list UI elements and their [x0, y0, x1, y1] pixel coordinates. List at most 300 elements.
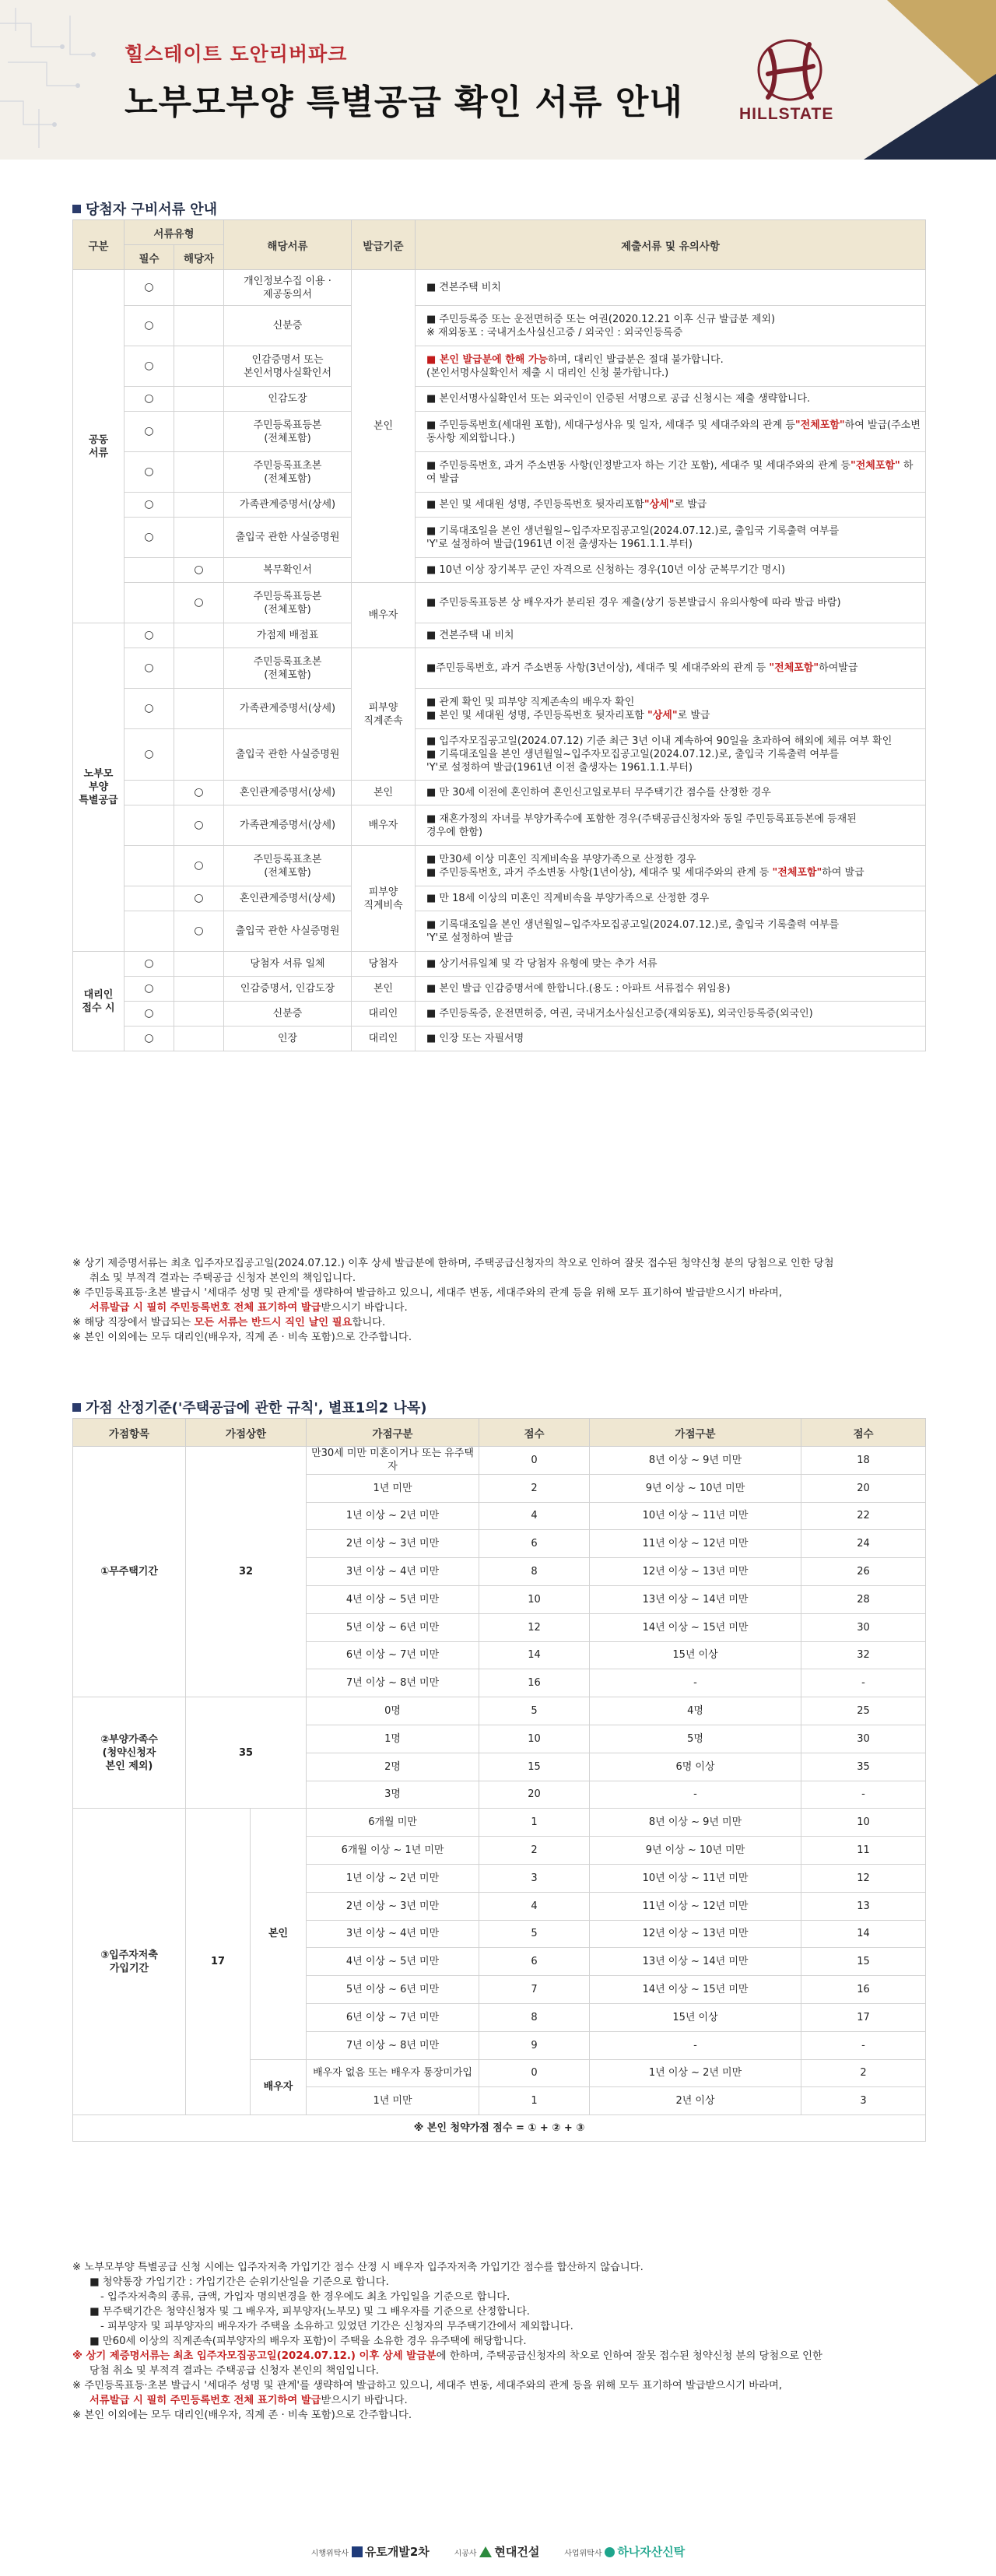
score-section: 2명 [307, 1753, 479, 1781]
required-mark: ○ [124, 412, 174, 452]
score-item: ③입주자저축 가입기간 [73, 1809, 186, 2115]
circuit-pattern [0, 0, 109, 160]
docs-table [72, 219, 926, 1051]
doc-note [416, 886, 926, 911]
required-mark: ○ [124, 952, 174, 977]
score-section: 6년 이상 ~ 7년 미만 [307, 1641, 479, 1669]
doc-note [416, 911, 926, 952]
score-points: 25 [801, 1697, 926, 1725]
score-section: 1년 이상 ~ 2년 미만 [307, 1502, 479, 1530]
doc-name: 출입국 관한 사실증명원 [224, 518, 352, 558]
th-doc: 해당서류 [224, 220, 352, 270]
issuer-label: 피부양 직계존속 [352, 648, 416, 781]
score-total-row [73, 2115, 926, 2142]
applicable-mark [174, 518, 224, 558]
th-section: 가점구분 [307, 1419, 479, 1447]
required-mark: ○ [124, 518, 174, 558]
group-label: 공동 서류 [73, 270, 124, 623]
th-points: 점수 [479, 1419, 590, 1447]
score-section: - [590, 2031, 801, 2059]
doc-note [416, 623, 926, 648]
note-text: ■ 관계 확인 및 피부양 직계존속의 배우자 확인 ■ 본인 및 세대원 성명, 주민등록번호 뒷자리포함 [426, 696, 644, 721]
score-points: 12 [801, 1864, 926, 1892]
th-required: 필수 [124, 245, 174, 270]
score-section: 13년 이상 ~ 14년 미만 [590, 1948, 801, 1976]
score-points: 7 [479, 1976, 590, 2004]
score-section: 6년 이상 ~ 7년 미만 [307, 2003, 479, 2031]
issuer-label: 본인 [352, 977, 416, 1002]
score-section: 0명 [307, 1697, 479, 1725]
score-points: 14 [801, 1920, 926, 1948]
score-points: 16 [479, 1669, 590, 1697]
doc-row [73, 805, 926, 846]
doc-note [416, 493, 926, 518]
note-text: ■ 주민등록증 또는 운전면허증 또는 여권(2020.12.21 이후 신규 발급분 제외) ※ 재외동포 : 국내거소사실신고증 / 외국인 : 외국인등록증 [426, 313, 776, 339]
scores-section-title [72, 1397, 426, 1417]
required-mark [124, 558, 174, 583]
applicable-mark: ○ [174, 886, 224, 911]
note-text: ■ 견본주택 내 비치 [426, 630, 514, 641]
score-max: 17 [186, 1809, 251, 2115]
doc-row [73, 689, 926, 729]
issuer-label: 본인 [352, 781, 416, 805]
applicable-mark [174, 648, 224, 689]
score-points: 1 [479, 1809, 590, 1837]
score-section: 1년 미만 [307, 1474, 479, 1502]
doc-row [73, 729, 926, 781]
doc-name: 신분증 [224, 1002, 352, 1027]
docs-section-title [72, 198, 217, 219]
score-points: 4 [479, 1892, 590, 1920]
score-points: 6 [479, 1948, 590, 1976]
note-emphasis: 모든 서류는 반드시 직인 날인 필요 [194, 1317, 352, 1328]
note-text: 하며, 대리인 발급분은 절대 불가합니다. (본인서명사실확인서 제출 시 대리인 신청 불가합니다.) [426, 353, 724, 379]
doc-note [416, 689, 926, 729]
score-section: 1년 이상 ~ 2년 미만 [307, 1864, 479, 1892]
hana-logo-icon [605, 2547, 615, 2557]
doc-row [73, 493, 926, 518]
th-notes: 제출서류 및 유의사항 [416, 220, 926, 270]
score-section: 10년 이상 ~ 11년 미만 [590, 1864, 801, 1892]
required-mark [124, 781, 174, 805]
applicable-mark [174, 1002, 224, 1027]
required-mark [124, 846, 174, 886]
required-mark: ○ [124, 623, 174, 648]
score-section: 4년 이상 ~ 5년 미만 [307, 1585, 479, 1613]
doc-row [73, 952, 926, 977]
score-section: 13년 이상 ~ 14년 미만 [590, 1585, 801, 1613]
score-section: 12년 이상 ~ 13년 미만 [590, 1558, 801, 1586]
doc-name: 가족관계증명서(상세) [224, 805, 352, 846]
score-section: 15년 이상 [590, 1641, 801, 1669]
score-section: - [590, 1669, 801, 1697]
doc-note [416, 270, 926, 306]
issuer-label: 대리인 [352, 1002, 416, 1027]
note-emphasis: "전체포함" [769, 662, 819, 674]
doc-row [73, 387, 926, 412]
applicable-mark [174, 977, 224, 1002]
score-points: 32 [801, 1641, 926, 1669]
header-banner [0, 0, 996, 160]
th-max: 가점상한 [186, 1419, 307, 1447]
required-mark: ○ [124, 648, 174, 689]
doc-row [73, 846, 926, 886]
applicable-mark [174, 412, 224, 452]
doc-row [73, 1027, 926, 1051]
note-text: ■ 기록대조일을 본인 생년월일~입주자모집공고일(2024.07.12.)로, 출입국 기록출력 여부를 'Y'로 설정하여 발급(1961년 이전 출생자는 1961.1.1.부터) [426, 525, 840, 550]
th-issuer: 발급기준 [352, 220, 416, 270]
applicable-mark: ○ [174, 558, 224, 583]
note-text: ■ 만30세 이상 미혼인 직계비속을 부양가족으로 산정한 경우 ■ 주민등록번호, 과거 주소변동 사항(1년이상), 세대주 및 세대주와의 관계 등 [426, 853, 770, 879]
footer-label: 사업위탁사 [564, 2550, 602, 2558]
score-section: 15년 이상 [590, 2003, 801, 2031]
footer-name: 유토개발2차 [364, 2545, 430, 2559]
th-doctype: 서류유형 [124, 220, 224, 245]
note-text: ■주민등록번호, 과거 주소변동 사항(3년이상), 세대주 및 세대주와의 관계 등 [426, 662, 770, 674]
note-text: 하여 발급 [426, 459, 914, 485]
score-section: 3년 이상 ~ 4년 미만 [307, 1920, 479, 1948]
applicable-mark: ○ [174, 911, 224, 952]
doc-name: 주민등록표등본 (전체포함) [224, 583, 352, 623]
doc-note [416, 781, 926, 805]
note-text: 하여 발급 [822, 866, 864, 879]
score-item: ①무주택기간 [73, 1447, 186, 1697]
uto-logo-icon [352, 2546, 363, 2557]
note-text: ■ 10년 이상 장기복무 군인 자격으로 신청하는 경우(10년 이상 군복무기간 명시) [426, 564, 786, 576]
score-points: 10 [479, 1725, 590, 1753]
doc-row [73, 781, 926, 805]
score-points: 0 [479, 2059, 590, 2087]
score-points: 13 [801, 1892, 926, 1920]
doc-row [73, 583, 926, 623]
note-line: ※ 해당 직장에서 발급되는 [72, 1317, 195, 1328]
score-section: 7년 이상 ~ 8년 미만 [307, 1669, 479, 1697]
required-mark: ○ [124, 306, 174, 346]
score-section: 9년 이상 ~ 10년 미만 [590, 1837, 801, 1865]
th-category: 구분 [73, 220, 124, 270]
doc-name: 인감도장 [224, 387, 352, 412]
doc-name: 인감증명서, 인감도장 [224, 977, 352, 1002]
required-mark: ○ [124, 452, 174, 493]
doc-name: 가족관계증명서(상세) [224, 689, 352, 729]
doc-name: 혼인관계증명서(상세) [224, 781, 352, 805]
score-section: 1년 미만 [307, 2087, 479, 2115]
note-text: ■ 본인서명사실확인서 또는 외국인이 인증된 서명으로 공급 신청시는 제출 생략합니다. [426, 393, 811, 405]
score-max: 32 [186, 1447, 307, 1697]
score-sub: 본인 [251, 1809, 307, 2059]
note-line: ※ 노부모부양 특별공급 신청 시에는 입주자저축 가입기간 점수 산정 시 배우자 입주자저축 가입기간 점수를 합산하지 않습니다. [72, 2262, 644, 2273]
note-text: ■ 주민등록번호, 과거 주소변동 사항(인정받고자 하는 기간 포함), 세대주 및 세대주와의 관계 등 [426, 459, 850, 472]
note-line: - 입주자저축의 종류, 금액, 가입자 명의변경을 한 경우에도 최초 가입일을 기준으로 합니다. [100, 2291, 510, 2303]
doc-note [416, 518, 926, 558]
score-row [73, 1697, 926, 1725]
score-points: 3 [479, 1864, 590, 1892]
note-text: ■ 만 18세 이상의 미혼인 직계비속을 부양가족으로 산정한 경우 [426, 893, 710, 904]
note-emphasis: ■ 본인 발급분에 한해 가능 [426, 353, 548, 366]
score-points: 2 [479, 1837, 590, 1865]
th-points-2: 점수 [801, 1419, 926, 1447]
note-text: ■ 입주자모집공고일(2024.07.12) 기준 최근 3년 이내 계속하여 90일을 초과하여 해외에 체류 여부 확인 ■ 기록대조일을 본인 생년월일~입주자모집공고일(2024.07.12.)로, 출입국 기록출력 여부를 'Y'로 설정하여 발급(1961년 이전 출생자는 1961.1.1.부터) [426, 735, 893, 774]
doc-row [73, 346, 926, 387]
score-section: 5명 [590, 1725, 801, 1753]
note-line: ■ 청약통장 가입기간 : 가입기간은 순위기산일을 기준으로 합니다. [89, 2276, 389, 2288]
score-points: - [801, 1781, 926, 1809]
score-sub: 배우자 [251, 2059, 307, 2115]
doc-note [416, 387, 926, 412]
note-line: 에 한하며, 주택공급신청자의 착오로 인하여 잘못 접수된 청약신청 분의 당첨으로 인한 [436, 2350, 822, 2362]
note-emphasis: "전체포함" [794, 419, 845, 431]
required-mark [124, 886, 174, 911]
score-points: 3 [801, 2087, 926, 2115]
logo-text: HILLSTATE [739, 105, 834, 123]
applicable-mark [174, 689, 224, 729]
score-points: 8 [479, 1558, 590, 1586]
doc-note [416, 1002, 926, 1027]
score-section: 배우자 없음 또는 배우자 통장미가입 [307, 2059, 479, 2087]
note-emphasis: "전체포함" [850, 459, 900, 472]
score-section: 8년 이상 ~ 9년 미만 [590, 1447, 801, 1475]
score-points: 5 [479, 1697, 590, 1725]
doc-row [73, 623, 926, 648]
score-points: 30 [801, 1725, 926, 1753]
score-points: 11 [801, 1837, 926, 1865]
score-points: 12 [479, 1613, 590, 1641]
doc-note [416, 805, 926, 846]
applicable-mark [174, 623, 224, 648]
doc-note [416, 346, 926, 387]
doc-name: 가점제 배점표 [224, 623, 352, 648]
note-emphasis: "상세" [644, 499, 675, 511]
scores-section-title-text: 가점 산정기준('주택공급에 관한 규칙', 별표1의2 나목) [86, 1400, 427, 1416]
doc-note [416, 648, 926, 689]
note-text: ■ 기록대조일을 본인 생년월일~입주자모집공고일(2024.07.12.)로, 출입국 기록출력 여부를 'Y'로 설정하여 발급 [426, 918, 840, 944]
page-subtitle: 힐스테이트 도안리버파크 [124, 43, 348, 65]
score-section: 14년 이상 ~ 15년 미만 [590, 1613, 801, 1641]
score-row [73, 1447, 926, 1475]
applicable-mark [174, 270, 224, 306]
doc-row [73, 886, 926, 911]
note-line: ■ 무주택기간은 청약신청자 및 그 배우자, 피부양자(노부모) 및 그 배우자를 기준으로 산정합니다. [89, 2306, 530, 2318]
footer-label: 시공사 [454, 2550, 477, 2558]
applicable-mark [174, 387, 224, 412]
applicable-mark [174, 493, 224, 518]
score-points: 20 [801, 1474, 926, 1502]
note-line: ■ 만60세 이상의 직계존속(피부양자의 배우자 포함)이 주택을 소유한 경우 유주택에 해당합니다. [89, 2336, 527, 2347]
applicable-mark: ○ [174, 805, 224, 846]
doc-note [416, 412, 926, 452]
score-section: 11년 이상 ~ 12년 미만 [590, 1892, 801, 1920]
doc-name: 주민등록표초본 (전체포함) [224, 846, 352, 886]
note-emphasis: ※ 상기 제증명서류는 최초 입주자모집공고일(2024.07.12.) 이후 상세 발급분 [72, 2350, 437, 2362]
doc-note [416, 977, 926, 1002]
required-mark: ○ [124, 346, 174, 387]
scores-notes [72, 2260, 936, 2423]
applicable-mark [174, 452, 224, 493]
score-section: 6개월 이상 ~ 1년 미만 [307, 1837, 479, 1865]
score-points: 6 [479, 1530, 590, 1558]
th-section-2: 가점구분 [590, 1419, 801, 1447]
score-points: - [801, 1669, 926, 1697]
score-points: 10 [801, 1809, 926, 1837]
score-section: 2년 이상 ~ 3년 미만 [307, 1530, 479, 1558]
score-points: 9 [479, 2031, 590, 2059]
score-section: 2년 이상 [590, 2087, 801, 2115]
required-mark: ○ [124, 1002, 174, 1027]
note-emphasis: "상세" [647, 709, 678, 721]
note-text: 로 발급 [677, 709, 710, 721]
score-points: 17 [801, 2003, 926, 2031]
doc-note [416, 452, 926, 493]
note-text: ■ 견본주택 비치 [426, 282, 501, 293]
score-points: 28 [801, 1585, 926, 1613]
required-mark: ○ [124, 729, 174, 781]
note-text: ■ 주민등록증, 운전면허증, 여권, 국내거소사실신고증(재외동포), 외국인등록증(외국인) [426, 1008, 813, 1020]
score-section: 1명 [307, 1725, 479, 1753]
applicable-mark [174, 729, 224, 781]
note-line: 취소 및 부적격 결과는 주택공급 신청자 본인의 책임입니다. [89, 1272, 356, 1284]
score-points: 15 [801, 1948, 926, 1976]
doc-name: 복무확인서 [224, 558, 352, 583]
score-total: ※ 본인 청약가점 점수 = ① + ② + ③ [73, 2115, 926, 2142]
doc-note [416, 729, 926, 781]
corner-navy-triangle [864, 74, 996, 160]
score-points: 2 [479, 1474, 590, 1502]
doc-name: 혼인관계증명서(상세) [224, 886, 352, 911]
score-points: 10 [479, 1585, 590, 1613]
footer-company-3 [564, 2547, 685, 2558]
note-text: ■ 만 30세 이전에 혼인하여 혼인신고일로부터 무주택기간 점수를 산정한 경우 [426, 787, 771, 798]
note-text: ■ 본인 발급 인감증명서에 한합니다.(용도 : 아파트 서류접수 위임용) [426, 983, 731, 995]
note-line: 당첨 취소 및 부적격 결과는 주택공급 신청자 본인의 책임입니다. [89, 2365, 380, 2377]
footer [0, 2543, 996, 2560]
required-mark: ○ [124, 387, 174, 412]
score-section: 만30세 미만 미혼이거나 또는 유주택자 [307, 1447, 479, 1475]
doc-row [73, 977, 926, 1002]
score-row [73, 1809, 926, 1837]
score-section: 3명 [307, 1781, 479, 1809]
applicable-mark [174, 346, 224, 387]
score-section: 1년 이상 ~ 2년 미만 [590, 2059, 801, 2087]
note-text: 로 발급 [674, 499, 707, 511]
doc-name: 주민등록표초본 (전체포함) [224, 648, 352, 689]
doc-name: 신분증 [224, 306, 352, 346]
required-mark: ○ [124, 689, 174, 729]
doc-note [416, 952, 926, 977]
applicable-mark: ○ [174, 846, 224, 886]
required-mark: ○ [124, 977, 174, 1002]
issuer-label: 배우자 [352, 583, 416, 648]
note-text: ■ 재혼가정의 자녀를 부양가족수에 포함한 경우(주택공급신청자와 동일 주민등록표등본에 등재된 경우에 한함) [426, 812, 857, 838]
doc-name: 가족관계증명서(상세) [224, 493, 352, 518]
applicable-mark [174, 1027, 224, 1051]
issuer-label: 배우자 [352, 805, 416, 846]
score-section: 14년 이상 ~ 15년 미만 [590, 1976, 801, 2004]
docs-notes [72, 1256, 936, 1345]
doc-name: 출입국 관한 사실증명원 [224, 911, 352, 952]
score-points: 30 [801, 1613, 926, 1641]
score-points: 18 [801, 1447, 926, 1475]
doc-name: 당첨자 서류 일체 [224, 952, 352, 977]
th-item: 가점항목 [73, 1419, 186, 1447]
note-text: 하여 발급(주소변동사항 제외합니다.) [426, 419, 921, 444]
score-section: 5년 이상 ~ 6년 미만 [307, 1976, 479, 2004]
doc-note [416, 306, 926, 346]
note-emphasis: 서류발급 시 필히 주민등록번호 전체 표기하여 발급 [89, 2395, 321, 2406]
doc-note [416, 1027, 926, 1051]
note-line: ※ 상기 제증명서류는 최초 입주자모집공고일(2024.07.12.) 이후 상세 발급분에 한하며, 주택공급신청자의 착오로 인하여 잘못 접수된 청약신청 분의 당첨으로 인한 당첨 [72, 1258, 834, 1269]
footer-name: 하나자산신탁 [617, 2545, 686, 2559]
applicable-mark [174, 952, 224, 977]
note-line: 합니다. [352, 1317, 386, 1328]
required-mark [124, 911, 174, 952]
applicable-mark: ○ [174, 781, 224, 805]
note-text: ■ 주민등록번호(세대원 포함), 세대구성사유 및 일자, 세대주 및 세대주와의 관계 등 [426, 419, 795, 431]
score-section: 10년 이상 ~ 11년 미만 [590, 1502, 801, 1530]
score-points: 8 [479, 2003, 590, 2031]
th-applicable: 해당자 [174, 245, 224, 270]
note-line: ※ 본인 이외에는 모두 대리인(배우자, 직계 존 · 비속 포함)으로 간주합니다. [72, 2409, 412, 2421]
note-text: ■ 본인 및 세대원 성명, 주민등록번호 뒷자리포함 [426, 499, 644, 511]
issuer-label: 피부양 직계비속 [352, 846, 416, 952]
score-points: 16 [801, 1976, 926, 2004]
doc-name: 개인정보수집 이용 · 제공동의서 [224, 270, 352, 306]
doc-name: 인감증명서 또는 본인서명사실확인서 [224, 346, 352, 387]
footer-company-1 [311, 2547, 430, 2558]
score-item: ②부양가족수 (청약신청자 본인 제외) [73, 1697, 186, 1809]
score-section: - [590, 1781, 801, 1809]
required-mark [124, 805, 174, 846]
doc-row [73, 1002, 926, 1027]
issuer-label: 당첨자 [352, 952, 416, 977]
note-emphasis: "전체포함" [772, 866, 822, 879]
doc-row [73, 412, 926, 452]
score-points: 5 [479, 1920, 590, 1948]
score-section: 3년 이상 ~ 4년 미만 [307, 1558, 479, 1586]
score-points: 24 [801, 1530, 926, 1558]
score-section: 6개월 미만 [307, 1809, 479, 1837]
applicable-mark [174, 306, 224, 346]
note-line: ※ 주민등록표등·초본 발급시 '세대주 성명 및 관계'를 생략하여 발급하고 있으니, 세대주 변동, 세대주와의 관계 등을 위해 모두 표기하여 발급받으시기 바라며, [72, 2380, 783, 2392]
score-points: 1 [479, 2087, 590, 2115]
doc-row [73, 911, 926, 952]
score-points: 20 [479, 1781, 590, 1809]
note-line: 받으시기 바랍니다. [321, 1302, 408, 1314]
doc-note [416, 846, 926, 886]
score-section: 7년 이상 ~ 8년 미만 [307, 2031, 479, 2059]
doc-note [416, 558, 926, 583]
note-line: ※ 주민등록표등·초본 발급시 '세대주 성명 및 관계'를 생략하여 발급하고 있으니, 세대주 변동, 세대주와의 관계 등을 위해 모두 표기하여 발급받으시기 바라며, [72, 1287, 783, 1299]
score-section: 4명 [590, 1697, 801, 1725]
score-points: 14 [479, 1641, 590, 1669]
note-emphasis: 서류발급 시 필히 주민등록번호 전체 표기하여 발급 [89, 1302, 321, 1314]
note-text: ■ 주민등록표등본 상 배우자가 분리된 경우 제출(상기 등본발급시 유의사항에 따라 발급 바람) [426, 597, 841, 609]
score-section: 5년 이상 ~ 6년 미만 [307, 1613, 479, 1641]
score-section: 8년 이상 ~ 9년 미만 [590, 1809, 801, 1837]
note-text: 하여발급 [819, 662, 858, 674]
doc-row [73, 306, 926, 346]
docs-section-title-text: 당첨자 구비서류 안내 [86, 202, 218, 218]
footer-company-2 [454, 2547, 540, 2558]
score-points: 26 [801, 1558, 926, 1586]
doc-row [73, 518, 926, 558]
score-max: 35 [186, 1697, 307, 1809]
note-line: ※ 본인 이외에는 모두 대리인(배우자, 직계 존 · 비속 포함)으로 간주합니다. [72, 1332, 412, 1343]
scores-table [72, 1418, 926, 2142]
doc-row [73, 452, 926, 493]
bullet-square-icon [72, 1403, 81, 1412]
group-label: 노부모 부양 특별공급 [73, 623, 124, 952]
doc-note [416, 583, 926, 623]
